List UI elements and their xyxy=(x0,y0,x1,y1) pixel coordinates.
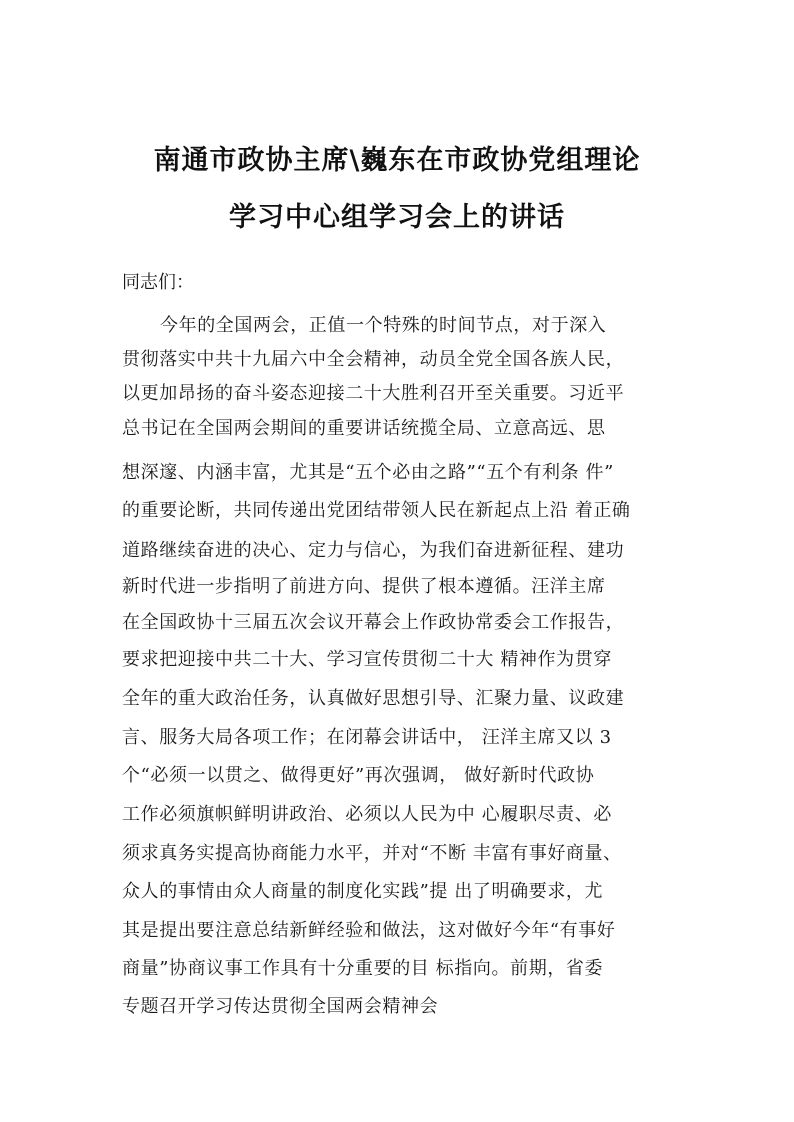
body-line: 个“必须一以贯之、做得更好”再次强调， 做好新时代政协 xyxy=(122,765,595,786)
body-line: 今年的全国两会，正值一个特殊的时间节点，对于深入 xyxy=(160,315,607,336)
body-line: 总书记在全国两会期间的重要讲话统揽全局、立意高远、思 xyxy=(122,418,606,439)
body-line: 工作必须旗帜鲜明讲政治、必须以人民为中 心履职尽责、必 xyxy=(122,804,612,825)
body-line: 要求把迎接中共二十大、学习宣传贯彻二十大 精神作为贯穿 xyxy=(122,649,612,670)
body-line: 的重要论断，共同传递出党团结带领人民在新起点上沿 着正确 xyxy=(122,500,631,521)
body-line: 众人的事情由众人商量的制度化实践”提 出了明确要求，尤 xyxy=(122,881,604,902)
body-line: 专题召开学习传达贯彻全国两会精神会 xyxy=(122,996,439,1017)
body-line: 贯彻落实中共十九届六中全会精神，动员全党全国各族人民， xyxy=(122,349,625,370)
body-line: 道路继续奋进的决心、定力与信心，为我们奋进新征程、建功 xyxy=(122,540,625,561)
salutation: 同志们： xyxy=(122,272,194,293)
document-title-line-1: 南通市政协主席\巍东在市政协党组理论 xyxy=(153,145,641,176)
body-line: 想深邃、内涵丰富，尤其是“五个必由之路”“五个有利条 件” xyxy=(122,462,614,483)
body-line: 在全国政协十三届五次会议开幕会上作政协常委会工作报告， xyxy=(122,612,625,633)
document-title-line-2: 学习中心组学习会上的讲话 xyxy=(229,202,565,233)
body-line: 言、服务大局各项工作；在闭幕会讲话中， 汪洋主席又以 3 xyxy=(122,727,612,748)
body-line: 全年的重大政治任务，认真做好思想引导、汇聚力量、议政建 xyxy=(122,688,625,709)
body-line: 商量”协商议事工作具有十分重要的目 标指向。前期，省委 xyxy=(122,958,604,979)
body-line: 新时代进一步指明了前进方向、提供了根本遵循。汪洋主席 xyxy=(122,576,606,597)
body-line: 以更加昂扬的奋斗姿态迎接二十大胜利召开至关重要。习近平 xyxy=(122,383,625,404)
body-line: 须求真务实提高协商能力水平，并对“不断 丰富有事好商量、 xyxy=(122,843,622,864)
body-line: 其是提出要注意总结新鲜经验和做法，这对做好今年“有事好 xyxy=(122,920,616,941)
